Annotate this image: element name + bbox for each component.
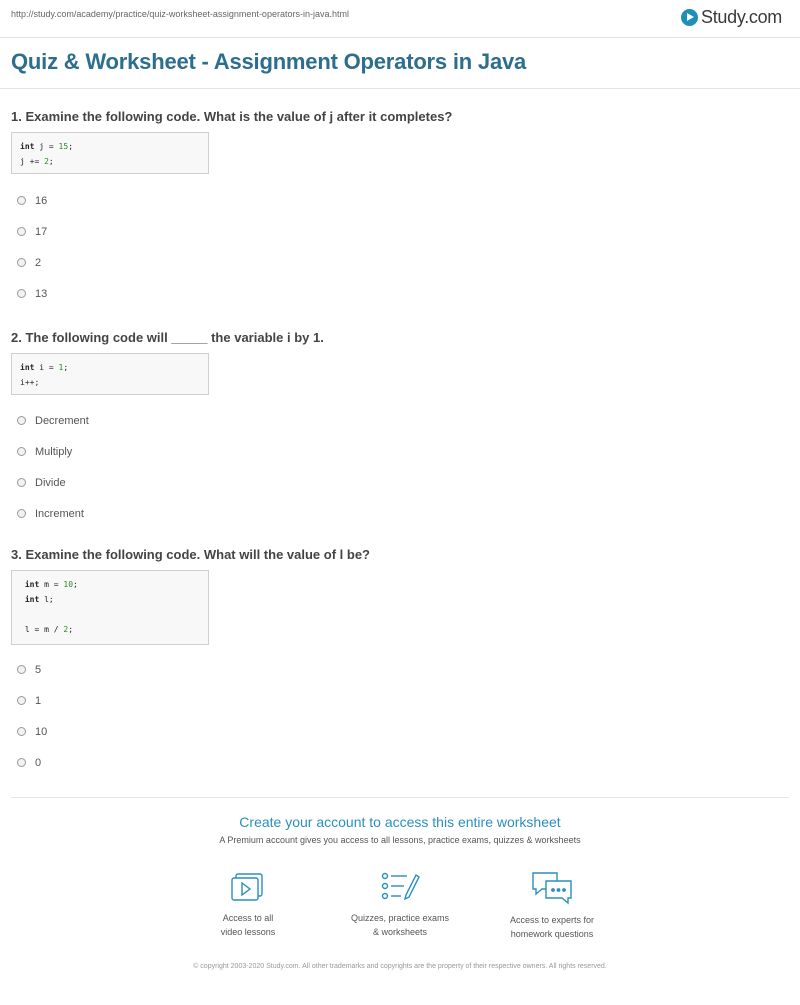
option-label: 1 <box>35 694 42 707</box>
code-token: ; <box>73 580 78 589</box>
radio-button[interactable] <box>17 696 26 705</box>
answer-options <box>11 405 324 529</box>
feature-video-lessons <box>168 870 328 939</box>
option-label: 17 <box>35 225 48 238</box>
feature-label: Access to all video lessons <box>220 913 276 937</box>
answer-option[interactable] <box>11 436 324 467</box>
question-2 <box>11 330 324 529</box>
code-token: ; <box>68 625 74 634</box>
option-label: Multiply <box>35 445 73 458</box>
code-token: m = <box>39 580 64 589</box>
page-url: http://study.com/academy/practice/quiz-worksheet-assignment-operators-in-java.html <box>11 9 349 19</box>
code-token: ; <box>68 142 74 151</box>
code-number: 2 <box>63 625 69 634</box>
feature-experts <box>472 870 632 941</box>
code-token: ; <box>63 363 69 372</box>
radio-button[interactable] <box>17 447 26 456</box>
answer-option[interactable] <box>11 278 452 309</box>
code-token: l = m / <box>20 625 64 634</box>
feature-label: Quizzes, practice exams & worksheets <box>350 913 450 937</box>
code-line <box>20 622 208 637</box>
answer-option[interactable] <box>11 685 370 716</box>
study-logo[interactable] <box>681 7 782 28</box>
code-token: j = <box>34 142 59 151</box>
code-number: 2 <box>44 157 49 166</box>
code-line <box>20 139 208 154</box>
code-token: l; <box>39 595 54 604</box>
code-line <box>20 607 208 622</box>
code-keyword: int <box>24 595 40 604</box>
title-divider <box>0 88 800 89</box>
question-text: 1. Examine the following code. What is the value of j after it completes? <box>11 109 453 124</box>
code-token: i = <box>34 363 59 372</box>
radio-button[interactable] <box>17 727 26 736</box>
code-number: 15 <box>58 142 69 151</box>
logo-text: Study.com <box>701 7 782 27</box>
chat-bubbles-icon <box>530 870 574 906</box>
feature-quizzes <box>320 870 480 939</box>
code-line <box>20 154 208 169</box>
code-line <box>20 375 208 390</box>
option-label: Divide <box>35 476 66 489</box>
radio-button[interactable] <box>17 289 26 298</box>
code-token: j += <box>20 157 45 166</box>
radio-button[interactable] <box>17 509 26 518</box>
code-line <box>20 360 208 375</box>
quiz-list-icon <box>380 870 420 904</box>
code-box <box>11 132 209 174</box>
option-label: Increment <box>35 507 84 520</box>
answer-option[interactable] <box>11 247 452 278</box>
answer-option[interactable] <box>11 654 370 685</box>
code-token: ; <box>48 157 54 166</box>
code-line <box>20 592 208 607</box>
video-lesson-icon <box>228 870 268 904</box>
answer-option[interactable] <box>11 467 324 498</box>
question-1 <box>11 109 452 309</box>
answer-option[interactable] <box>11 405 324 436</box>
cta-subtitle: A Premium account gives you access to all lessons, practice exams, quizzes & worksheets <box>219 835 581 845</box>
answer-option[interactable] <box>11 498 324 529</box>
feature-label: Access to experts for homework questions <box>509 915 595 939</box>
code-keyword: int <box>24 580 40 589</box>
radio-button[interactable] <box>17 258 26 267</box>
answer-option[interactable] <box>11 747 370 778</box>
code-keyword: int <box>20 142 35 151</box>
option-label: 0 <box>35 756 42 769</box>
question-text: 3. Examine the following code. What will the value of l be? <box>11 547 370 562</box>
option-label: 10 <box>35 725 48 738</box>
option-label: 16 <box>35 194 48 207</box>
option-label: Decrement <box>35 414 89 427</box>
bottom-divider <box>11 797 789 798</box>
code-number: 10 <box>63 580 74 589</box>
top-divider <box>0 37 800 38</box>
code-box <box>11 570 209 645</box>
code-line <box>20 577 208 592</box>
page-title: Quiz & Worksheet - Assignment Operators in Java <box>11 49 527 74</box>
radio-button[interactable] <box>17 758 26 767</box>
answer-option[interactable] <box>11 716 370 747</box>
code-box <box>11 353 209 395</box>
play-logo-icon <box>681 9 698 26</box>
answer-options <box>11 654 370 778</box>
option-label: 13 <box>35 287 48 300</box>
radio-button[interactable] <box>17 196 26 205</box>
question-3 <box>11 547 370 778</box>
radio-button[interactable] <box>17 478 26 487</box>
code-keyword: int <box>20 363 35 372</box>
question-text: 2. The following code will _____ the variable i by 1. <box>11 330 324 345</box>
radio-button[interactable] <box>17 227 26 236</box>
radio-button[interactable] <box>17 416 26 425</box>
copyright: © copyright 2003-2020 Study.com. All other trademarks and copyrights are the property of their respective owners. All rights reserved. <box>193 963 607 970</box>
code-number: 1 <box>58 363 64 372</box>
answer-option[interactable] <box>11 216 452 247</box>
radio-button[interactable] <box>17 665 26 674</box>
option-label: 5 <box>35 663 42 676</box>
answer-option[interactable] <box>11 185 452 216</box>
option-label: 2 <box>35 256 42 269</box>
answer-options <box>11 185 452 309</box>
cta-title[interactable]: Create your account to access this entire worksheet <box>239 814 561 830</box>
code-token: i++; <box>20 378 40 387</box>
